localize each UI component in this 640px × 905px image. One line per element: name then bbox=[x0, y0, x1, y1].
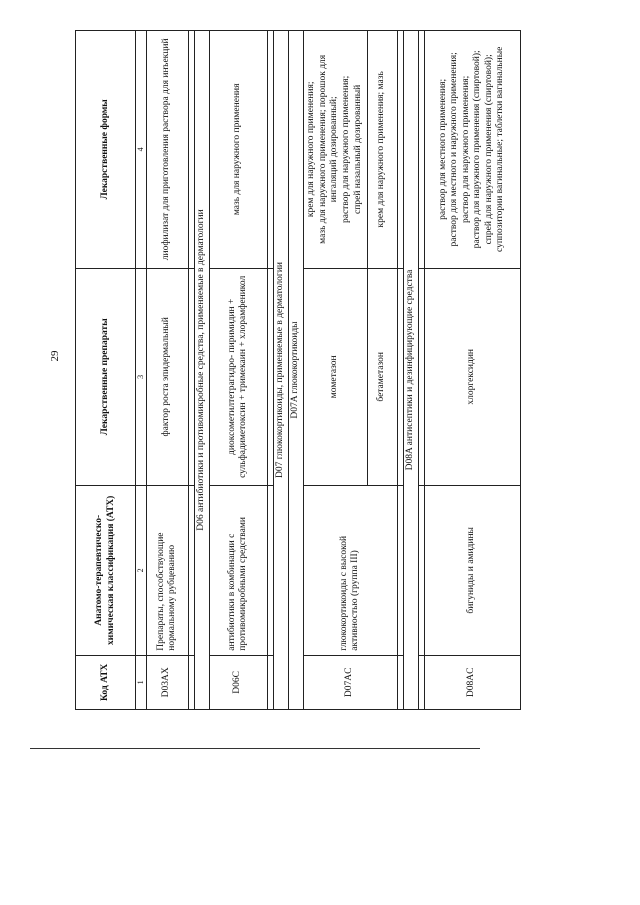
table-row bbox=[146, 31, 188, 710]
atc-code: D06C bbox=[209, 655, 267, 709]
form-line: крем для наружного применения; bbox=[306, 81, 317, 218]
form-cell: мазь для наружного применения bbox=[209, 31, 267, 269]
drug-cell: фактор роста эпидермальный bbox=[146, 268, 188, 485]
classification-cell: Препараты, способствующие нормальному рубцеванию bbox=[146, 485, 188, 655]
form-cell bbox=[303, 31, 367, 269]
section-title: D06 антибиотики и противомикробные средства, применяемые в дерматологии bbox=[194, 31, 209, 710]
form-line: суппозитории вагинальные; таблетки вагинальные bbox=[495, 46, 506, 253]
drug-classification-table bbox=[75, 30, 521, 710]
rotated-table-container bbox=[75, 30, 506, 710]
header-drugs: Лекарственные препараты bbox=[76, 268, 136, 485]
table-row bbox=[424, 31, 520, 710]
table-row bbox=[209, 31, 267, 710]
column-number: 1 bbox=[136, 655, 147, 709]
classification-cell: бигуниды и амидины bbox=[424, 485, 520, 655]
form-line: спрей для наружного применения (спиртовой); bbox=[483, 54, 494, 245]
atc-code: D03AX bbox=[146, 655, 188, 709]
column-number-row bbox=[136, 31, 147, 710]
form-line: раствор для наружного применения; bbox=[341, 75, 352, 223]
column-number: 2 bbox=[136, 485, 147, 655]
subsection-row bbox=[288, 31, 303, 710]
classification-cell: антибиотики в комбинации с противомикробными средствами bbox=[209, 485, 267, 655]
form-line: раствор для местного применения; bbox=[437, 78, 448, 220]
atc-code: D08AC bbox=[424, 655, 520, 709]
column-number: 3 bbox=[136, 268, 147, 485]
section-title: D07 глюкокортикоиды, применяемые в дерматологии bbox=[273, 31, 288, 710]
drug-cell: диоксометилтетрагидро- пиримидин + сульфадиметоксин + тримекаин + хлорамфеникол bbox=[209, 268, 267, 485]
header-code: Код АТХ bbox=[76, 655, 136, 709]
form-line: раствор для местного и наружного применения; bbox=[449, 52, 460, 247]
section-title: D08A антисептики и дезинфицирующие средства bbox=[403, 31, 418, 710]
header-classification: Анатомо-терапевтическо-химическая классификация (АТХ) bbox=[76, 485, 136, 655]
form-cell bbox=[424, 31, 520, 269]
form-line: спрей назальный дозированный bbox=[352, 84, 363, 214]
drug-cell: бетаметазон bbox=[367, 268, 397, 485]
section-row bbox=[194, 31, 209, 710]
table-row bbox=[303, 31, 367, 710]
header-row bbox=[76, 31, 136, 710]
column-number: 4 bbox=[136, 31, 147, 269]
subsection-title: D07A глюкокортикоиды bbox=[288, 31, 303, 710]
form-cell: крем для наружного применения; мазь bbox=[367, 31, 397, 269]
form-cell: лиофилизат для приготовления раствора для инъекций bbox=[146, 31, 188, 269]
form-line: раствор для наружного применения; bbox=[460, 75, 471, 223]
atc-code: D07AC bbox=[303, 655, 397, 709]
section-row bbox=[273, 31, 288, 710]
page-number: 29 bbox=[49, 350, 61, 362]
drug-cell: хлоргексидин bbox=[424, 268, 520, 485]
classification-cell: глюкокортикоиды с высокой активностью (группа III) bbox=[303, 485, 397, 655]
section-row bbox=[403, 31, 418, 710]
form-line: мазь для наружного применения; порошок для ингаляций дозированный; bbox=[317, 54, 340, 244]
form-line: раствор для наружного применения (спиртовой); bbox=[472, 50, 483, 249]
header-forms: Лекарственные формы bbox=[76, 31, 136, 269]
footer-divider bbox=[30, 748, 480, 749]
drug-cell: мометазон bbox=[303, 268, 367, 485]
